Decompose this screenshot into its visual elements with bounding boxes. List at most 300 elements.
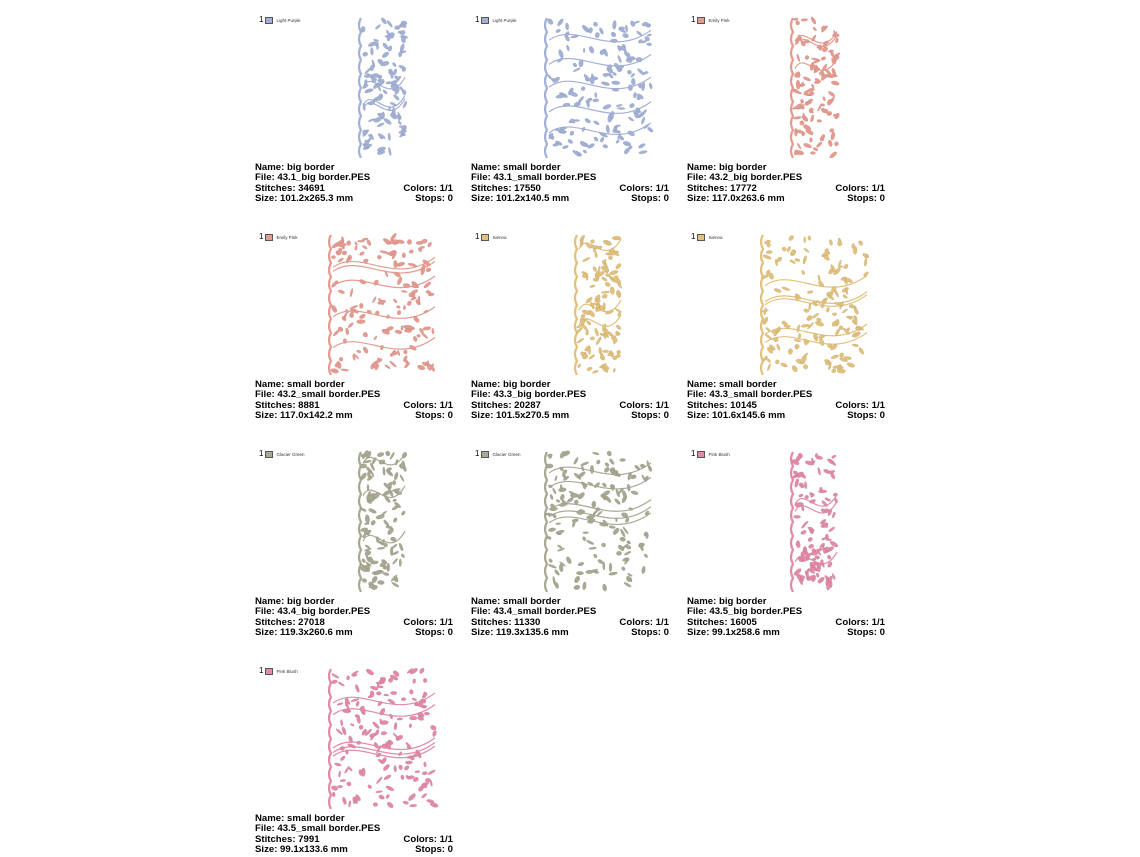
leaf-motif (344, 312, 348, 317)
thread-index: 1 (691, 449, 696, 458)
thread-color-swatch (265, 17, 273, 24)
design-size: Size: 99.1x133.6 mm (255, 843, 348, 855)
leaf-motif (828, 139, 833, 147)
leaf-motif (372, 721, 381, 730)
leaf-motif (398, 129, 407, 134)
leaf-motif (399, 559, 402, 567)
leaf-motif (361, 26, 365, 32)
leaf-motif (583, 48, 585, 53)
leaf-motif (818, 490, 827, 493)
leaf-motif (806, 314, 814, 322)
design-size: Size: 117.0x263.6 mm (687, 192, 785, 204)
leaf-motif (375, 729, 380, 736)
design-name: Name: big border (255, 596, 335, 607)
leaf-motif (393, 472, 399, 481)
design-name: Name: big border (687, 162, 767, 173)
leaf-motif (846, 316, 852, 319)
leaf-motif (377, 547, 385, 550)
leaf-motif (601, 542, 607, 548)
leaf-motif (764, 333, 772, 340)
leaf-motif (634, 464, 641, 471)
leaf-motif (565, 556, 572, 565)
leaf-motif (409, 724, 412, 728)
leaf-motif (636, 57, 643, 62)
leaf-motif (762, 254, 772, 260)
leaf-motif (599, 306, 604, 311)
leaf-motif (400, 775, 404, 780)
leaf-motif (795, 20, 800, 26)
embroidery-preview (295, 667, 435, 809)
leaf-motif (641, 116, 646, 124)
leaf-motif (548, 558, 553, 563)
leaf-motif (412, 678, 416, 683)
design-stitches: Stitches: 17772 (687, 182, 757, 194)
leaf-motif (608, 571, 617, 576)
leaf-motif (801, 270, 806, 276)
leaf-motif (609, 270, 619, 276)
leaf-motif (584, 117, 591, 124)
leaf-motif (621, 566, 626, 571)
leaf-motif (360, 507, 367, 512)
leaf-motif (377, 452, 385, 458)
design-card-6 (687, 217, 885, 423)
leaf-motif (592, 21, 598, 27)
leaf-motif (593, 553, 598, 558)
leaf-motif (560, 484, 562, 490)
leaf-motif (832, 313, 837, 316)
leaf-motif (797, 143, 802, 150)
design-name: Name: big border (471, 379, 551, 390)
leaf-motif (409, 689, 414, 694)
leaf-motif (375, 311, 380, 316)
leaf-motif (388, 133, 391, 141)
leaf-motif (831, 368, 837, 374)
design-card-3 (687, 0, 885, 206)
leaf-motif (793, 116, 802, 120)
leaf-motif (401, 697, 406, 701)
leaf-motif (398, 51, 402, 57)
leaf-motif (555, 94, 564, 99)
leaf-motif (560, 494, 565, 501)
leaf-motif (576, 337, 584, 344)
leaf-motif (788, 348, 793, 355)
leaf-motif (392, 68, 397, 75)
leaf-motif (798, 333, 801, 338)
design-name: Name: small border (471, 162, 561, 173)
leaf-motif (562, 145, 569, 150)
scalloped-edge (329, 235, 331, 375)
leaf-motif (362, 332, 368, 338)
leaf-motif (417, 704, 424, 707)
design-colors: Colors: 1/1 (835, 182, 885, 194)
leaf-motif (565, 23, 569, 31)
leaf-motif (585, 570, 593, 574)
leaf-motif (801, 18, 808, 21)
leaf-motif (347, 743, 357, 749)
leaf-motif (407, 792, 417, 802)
design-size: Size: 119.3x260.6 mm (255, 626, 353, 638)
leaf-motif (802, 521, 809, 527)
leaf-motif (346, 240, 352, 246)
leaf-motif (427, 769, 436, 776)
design-info (687, 597, 885, 638)
leaf-motif (577, 95, 585, 104)
leaf-motif (800, 121, 805, 126)
leaf-motif (383, 495, 391, 504)
leaf-motif (827, 554, 832, 559)
leaf-motif (556, 18, 564, 27)
leaf-motif (613, 368, 616, 373)
leaf-motif (809, 492, 815, 498)
leaf-motif (424, 712, 430, 716)
leaf-border-artwork (357, 16, 409, 158)
leaf-motif (614, 124, 621, 128)
leaf-motif (354, 241, 358, 246)
leaf-motif (331, 255, 336, 259)
leaf-motif (331, 679, 338, 684)
thread-color-swatch (481, 234, 489, 241)
design-size: Size: 117.0x142.2 mm (255, 409, 353, 421)
leaf-motif (376, 96, 383, 101)
leaf-motif (359, 464, 367, 469)
leaf-motif (831, 354, 840, 360)
thread-index: 1 (475, 232, 480, 241)
leaf-motif (846, 362, 855, 368)
leaf-motif (398, 120, 402, 125)
leaf-motif (573, 575, 581, 584)
leaf-motif (573, 67, 581, 73)
leaf-motif (833, 493, 838, 497)
thread-color-swatch (265, 668, 273, 675)
design-name: Name: small border (687, 379, 777, 390)
design-size: Size: 101.5x270.5 mm (471, 409, 570, 421)
leaf-motif (425, 267, 431, 272)
design-file: File: 43.4_big border.PES (255, 606, 371, 618)
leaf-motif (615, 518, 617, 522)
leaf-motif (422, 326, 431, 331)
scalloped-edge (359, 18, 361, 158)
leaf-motif (376, 122, 384, 128)
vine-stem (363, 95, 405, 107)
leaf-motif (376, 44, 379, 50)
leaf-motif (811, 84, 815, 89)
design-colors: Colors: 1/1 (619, 399, 669, 411)
leaf-motif (354, 246, 358, 251)
embroidery-preview (727, 450, 867, 592)
leaf-motif (612, 129, 621, 133)
leaf-motif (852, 343, 859, 347)
leaf-motif (376, 776, 383, 784)
leaf-motif (364, 88, 371, 94)
leaf-motif (362, 51, 369, 57)
leaf-motif (389, 360, 397, 368)
thread-color-swatch (265, 234, 273, 241)
design-stitches: Stitches: 27018 (255, 616, 325, 628)
leaf-motif (615, 324, 622, 330)
leaf-motif (398, 764, 403, 770)
leaf-motif (383, 572, 390, 577)
leaf-motif (570, 35, 578, 39)
design-stitches: Stitches: 20287 (471, 399, 541, 411)
leaf-motif (393, 298, 398, 303)
leaf-motif (365, 668, 375, 677)
leaf-motif (431, 328, 434, 334)
leaf-motif (403, 765, 410, 771)
design-colors: Colors: 1/1 (403, 399, 453, 411)
leaf-motif (416, 334, 421, 338)
thread-index: 1 (259, 666, 264, 675)
leaf-motif (826, 307, 831, 313)
leaf-motif (421, 238, 428, 244)
leaf-motif (354, 714, 360, 719)
leaf-motif (647, 126, 654, 133)
leaf-motif (582, 582, 587, 591)
vine-stem (549, 54, 651, 66)
leaf-motif (829, 239, 834, 246)
leaf-motif (612, 20, 617, 29)
leaf-motif (627, 69, 633, 75)
thread-legend (259, 233, 297, 241)
leaf-motif (340, 719, 343, 726)
leaf-motif (647, 33, 652, 36)
leaf-motif (592, 98, 599, 102)
leaf-motif (386, 525, 393, 529)
leaf-motif (624, 550, 632, 555)
design-stops: Stops: 0 (847, 626, 885, 638)
leaf-motif (602, 584, 608, 592)
design-stitches: Stitches: 7991 (255, 833, 320, 845)
leaf-motif (362, 346, 369, 354)
design-stops: Stops: 0 (847, 409, 885, 421)
leaf-motif (604, 281, 611, 287)
design-name: Name: small border (255, 813, 345, 824)
thread-color-swatch (697, 451, 705, 458)
design-card-8 (471, 434, 669, 640)
leaf-motif (628, 84, 633, 91)
leaf-motif (577, 491, 586, 500)
design-info (471, 380, 669, 421)
leaf-motif (578, 60, 583, 68)
leaf-motif (365, 514, 371, 523)
leaf-motif (646, 43, 652, 46)
leaf-motif (796, 80, 801, 89)
leaf-motif (815, 320, 825, 327)
leaf-motif (786, 246, 791, 253)
leaf-motif (400, 553, 405, 558)
leaf-motif (818, 338, 825, 347)
design-stitches: Stitches: 16005 (687, 616, 757, 628)
leaf-motif (425, 290, 431, 295)
leaf-motif (346, 257, 350, 263)
leaf-motif (569, 130, 575, 136)
leaf-motif (617, 107, 625, 109)
scalloped-edge (575, 235, 577, 375)
leaf-motif (837, 369, 846, 374)
leaf-motif (627, 130, 636, 137)
design-stops: Stops: 0 (415, 843, 453, 855)
leaf-motif (804, 481, 807, 489)
thread-color-swatch (481, 451, 489, 458)
leaf-motif (547, 536, 552, 540)
vine-stem (333, 276, 435, 288)
leaf-motif (372, 73, 379, 78)
leaf-motif (610, 286, 616, 294)
leaf-motif (599, 136, 604, 142)
leaf-motif (829, 151, 838, 158)
leaf-motif (831, 454, 837, 459)
leaf-motif (419, 667, 426, 674)
embroidery-preview (295, 16, 435, 158)
leaf-motif (608, 458, 615, 466)
leaf-motif (393, 271, 402, 279)
leaf-motif (629, 102, 636, 108)
design-stops: Stops: 0 (415, 409, 453, 421)
leaf-motif (809, 499, 816, 504)
leaf-motif (807, 536, 813, 542)
leaf-motif (381, 51, 390, 59)
leaf-motif (776, 344, 781, 351)
leaf-border-artwork (327, 233, 439, 375)
leaf-motif (341, 368, 349, 371)
embroidery-preview (295, 233, 435, 375)
leaf-motif (392, 558, 399, 565)
leaf-motif (566, 45, 570, 52)
leaf-motif (411, 697, 417, 701)
leaf-motif (641, 566, 646, 574)
leaf-motif (781, 286, 790, 291)
leaf-motif (408, 262, 417, 267)
leaf-motif (582, 256, 590, 262)
leaf-motif (831, 80, 840, 86)
leaf-motif (795, 541, 801, 549)
leaf-motif (631, 78, 636, 85)
leaf-motif (556, 499, 561, 503)
scalloped-edge (329, 669, 331, 809)
leaf-motif (392, 480, 396, 485)
leaf-motif (581, 126, 585, 132)
embroidery-preview (511, 233, 651, 375)
leaf-motif (334, 762, 342, 767)
leaf-motif (810, 552, 818, 556)
leaf-motif (815, 453, 819, 459)
leaf-motif (612, 356, 617, 360)
leaf-motif (331, 673, 340, 679)
leaf-motif (422, 771, 428, 775)
leaf-motif (834, 498, 838, 504)
leaf-motif (794, 258, 800, 262)
design-size: Size: 101.2x140.5 mm (471, 192, 570, 204)
design-card-1 (255, 0, 453, 206)
scalloped-edge (545, 452, 547, 592)
leaf-motif (430, 780, 433, 787)
leaf-motif (595, 32, 600, 38)
embroidery-preview (295, 450, 435, 592)
leaf-motif (622, 33, 629, 39)
leaf-motif (822, 96, 826, 101)
leaf-motif (402, 253, 406, 259)
leaf-motif (430, 724, 437, 731)
thread-index: 1 (259, 232, 264, 241)
leaf-motif (391, 581, 400, 588)
leaf-motif (366, 239, 372, 246)
leaf-motif (393, 260, 397, 268)
leaf-motif (339, 357, 343, 361)
leaf-motif (548, 527, 556, 532)
leaf-motif (383, 566, 389, 570)
leaf-motif (554, 475, 558, 481)
leaf-motif (573, 457, 579, 465)
leaf-motif (616, 104, 623, 107)
thread-color-name: Sienna (492, 234, 507, 240)
thread-index: 1 (691, 232, 696, 241)
leaf-motif (634, 20, 640, 24)
design-name: Name: big border (687, 596, 767, 607)
leaf-motif (808, 302, 811, 310)
leaf-motif (581, 465, 585, 471)
leaf-motif (812, 26, 817, 31)
leaf-motif (382, 467, 385, 476)
thread-legend (475, 233, 506, 241)
leaf-motif (594, 327, 599, 336)
leaf-motif (393, 765, 396, 772)
leaf-motif (807, 290, 813, 294)
leaf-motif (558, 49, 565, 59)
leaf-motif (379, 250, 389, 255)
leaf-motif (802, 255, 807, 264)
leaf-border-artwork (789, 450, 841, 592)
leaf-motif (356, 350, 361, 354)
design-card-2 (471, 0, 669, 206)
leaf-motif (337, 681, 345, 687)
design-colors: Colors: 1/1 (403, 616, 453, 628)
leaf-motif (390, 691, 397, 695)
leaf-motif (587, 143, 595, 150)
leaf-motif (803, 338, 808, 345)
leaf-motif (839, 325, 843, 330)
leaf-motif (384, 364, 391, 370)
design-file: File: 43.5_small border.PES (255, 823, 381, 835)
leaf-motif (803, 76, 812, 82)
leaf-motif (382, 89, 388, 95)
leaf-motif (382, 763, 390, 772)
leaf-motif (857, 240, 863, 247)
leaf-motif (350, 723, 355, 727)
leaf-motif (421, 793, 428, 799)
design-size: Size: 101.2x265.3 mm (255, 192, 354, 204)
leaf-motif (337, 702, 344, 706)
leaf-motif (405, 775, 410, 780)
leaf-motif (345, 328, 349, 336)
leaf-motif (409, 804, 417, 807)
thread-legend (691, 233, 722, 241)
thread-color-swatch (265, 451, 273, 458)
leaf-motif (367, 484, 369, 490)
design-stitches: Stitches: 34691 (255, 182, 325, 194)
leaf-motif (405, 761, 412, 765)
leaf-motif (373, 802, 378, 806)
leaf-motif (603, 466, 610, 473)
leaf-motif (359, 278, 367, 285)
leaf-motif (375, 24, 382, 30)
design-size: Size: 101.6x145.6 mm (687, 409, 786, 421)
leaf-motif (804, 55, 810, 61)
leaf-motif (387, 45, 393, 52)
design-colors: Colors: 1/1 (403, 182, 453, 194)
leaf-motif (605, 309, 614, 315)
design-stops: Stops: 0 (847, 192, 885, 204)
leaf-motif (817, 467, 821, 475)
leaf-motif (602, 350, 608, 353)
